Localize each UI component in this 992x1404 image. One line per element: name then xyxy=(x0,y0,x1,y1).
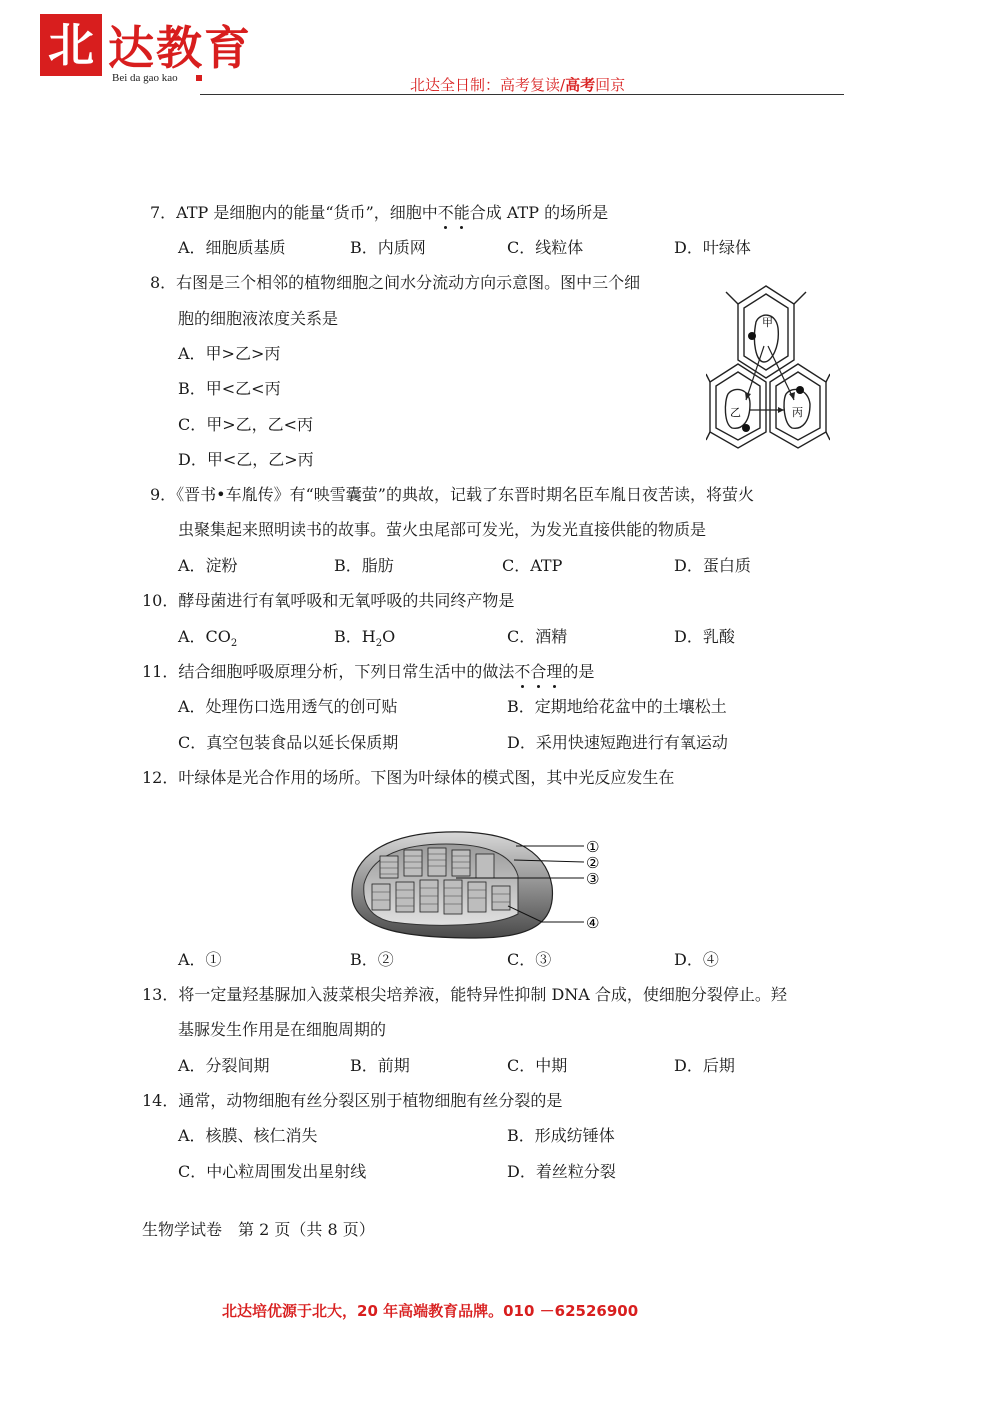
q11-emphasis-2: 合 xyxy=(530,662,547,681)
q10-opt-a-text: A．CO xyxy=(178,627,231,646)
q11-option-d: D．采用快速短跑进行有氧运动 xyxy=(507,733,728,752)
question-7-stem xyxy=(150,203,608,223)
q11-option-c: C．真空包装食品以延长保质期 xyxy=(178,733,399,752)
q7-option-c: C．线粒体 xyxy=(507,238,584,257)
q7-option-a: A．细胞质基质 xyxy=(178,238,286,257)
q12-option-b: B．② xyxy=(350,950,394,969)
question-14-stem: 14．通常，动物细胞有丝分裂区别于植物细胞有丝分裂的是 xyxy=(142,1091,563,1110)
chloroplast-label-2: ② xyxy=(586,854,600,872)
q14-option-d: D．着丝粒分裂 xyxy=(507,1162,616,1181)
cell-label-yi: 乙 xyxy=(730,406,741,419)
q13-option-c: C．中期 xyxy=(507,1056,568,1075)
q11-emphasis-1: 不 xyxy=(514,662,531,681)
q11-option-a: A．处理伤口选用透气的创可贴 xyxy=(178,697,398,716)
q8-option-d: D．甲<乙，乙>丙 xyxy=(178,450,314,469)
question-11-stem xyxy=(142,662,594,682)
slogan-bold: 高考 xyxy=(565,76,596,94)
page-number: 生物学试卷 第 2 页（共 8 页） xyxy=(142,1220,375,1239)
q14-option-a: A．核膜、核仁消失 xyxy=(178,1126,318,1145)
chloroplast-label-1: ① xyxy=(586,838,600,856)
q7-option-d: D．叶绿体 xyxy=(674,238,751,257)
q12-option-d: D．④ xyxy=(674,950,719,969)
q10-option-c: C．酒精 xyxy=(507,627,568,646)
q13-option-b: B．前期 xyxy=(350,1056,410,1075)
q14-option-c: C．中心粒周围发出星射线 xyxy=(178,1162,367,1181)
q14-option-b: B．形成纺锤体 xyxy=(507,1126,615,1145)
q7-stem-b: 合成 ATP 的场所是 xyxy=(469,203,609,222)
chloroplast-figure xyxy=(346,826,614,942)
q11-stem-a: 11．结合细胞呼吸原理分析，下列日常生活中的做法 xyxy=(142,662,515,681)
q9-option-b: B．脂肪 xyxy=(334,556,394,575)
logo-text: 达教育 xyxy=(108,21,252,75)
q10-option-b xyxy=(334,627,395,654)
chloroplast-label-4: ④ xyxy=(586,914,600,932)
logo-square-icon xyxy=(196,75,202,81)
q9-option-c: C．ATP xyxy=(502,556,563,575)
question-13-stem-line1: 13．将一定量羟基脲加入菠菜根尖培养液，能特异性抑制 DNA 合成，使细胞分裂停止。羟 xyxy=(142,985,787,1004)
chloroplast-label-3: ③ xyxy=(586,870,600,888)
q9-option-a: A．淀粉 xyxy=(178,556,238,575)
q10-opt-b-sub: 2 xyxy=(375,638,383,650)
q10-option-d: D．乳酸 xyxy=(674,627,735,646)
q12-option-a: A．① xyxy=(178,950,222,969)
logo-subtitle: Bei da gao kao xyxy=(112,72,178,84)
q7-option-b: B．内质网 xyxy=(350,238,426,257)
question-12-stem: 12．叶绿体是光合作用的场所。下图为叶绿体的模式图，其中光反应发生在 xyxy=(142,768,675,787)
q9-option-d: D．蛋白质 xyxy=(674,556,751,575)
cell-label-jia: 甲 xyxy=(762,316,773,329)
q13-option-a: A．分裂间期 xyxy=(178,1056,270,1075)
q7-stem-a: 7．ATP 是细胞内的能量“货币”，细胞中 xyxy=(150,203,438,222)
q8-option-a: A．甲>乙>丙 xyxy=(178,344,281,363)
header-divider xyxy=(200,94,844,95)
header-slogan xyxy=(410,74,625,95)
logo-mark xyxy=(40,14,102,76)
question-13-stem-line2: 基脲发生作用是在细胞周期的 xyxy=(178,1020,387,1039)
footer-brand: 北达培优源于北大，20 年高端教育品牌。010 －62526900 xyxy=(222,1302,639,1320)
logo-char: 北 xyxy=(48,18,94,72)
q11-emphasis-3: 理 xyxy=(546,662,563,681)
question-8-stem-line1: 8．右图是三个相邻的植物细胞之间水分流动方向示意图。图中三个细 xyxy=(150,273,641,292)
cell-label-bing: 丙 xyxy=(792,406,803,419)
q10-opt-b-text: B．H xyxy=(334,627,376,646)
slogan-part1: 北达全日制：高考复读/ xyxy=(410,76,566,94)
plant-cells-figure xyxy=(706,282,830,452)
question-10-stem: 10．酵母菌进行有氧呼吸和无氧呼吸的共同终产物是 xyxy=(142,591,515,610)
q11-option-b: B．定期地给花盆中的土壤松土 xyxy=(507,697,727,716)
q10-opt-a-sub: 2 xyxy=(230,638,238,650)
q12-option-c: C．③ xyxy=(507,950,552,969)
q13-option-d: D．后期 xyxy=(674,1056,735,1075)
question-8-stem-line2: 胞的细胞液浓度关系是 xyxy=(178,309,339,328)
q11-stem-b: 的是 xyxy=(562,662,595,681)
q10-opt-b-post: O xyxy=(382,627,396,646)
q8-option-b: B．甲<乙<丙 xyxy=(178,379,281,398)
q10-option-a xyxy=(178,627,237,654)
slogan-part2: 回京 xyxy=(595,76,626,94)
q7-emphasis-2: 能 xyxy=(453,203,470,222)
question-9-stem-line2: 虫聚集起来照明读书的故事。萤火虫尾部可发光，为发光直接供能的物质是 xyxy=(178,520,707,539)
question-9-stem-line1: 9．《晋书•车胤传》有“映雪囊萤”的典故，记载了东晋时期名臣车胤日夜苦读，将萤火 xyxy=(150,485,754,504)
q8-option-c: C．甲>乙，乙<丙 xyxy=(178,415,314,434)
q7-emphasis-1: 不 xyxy=(437,203,454,222)
